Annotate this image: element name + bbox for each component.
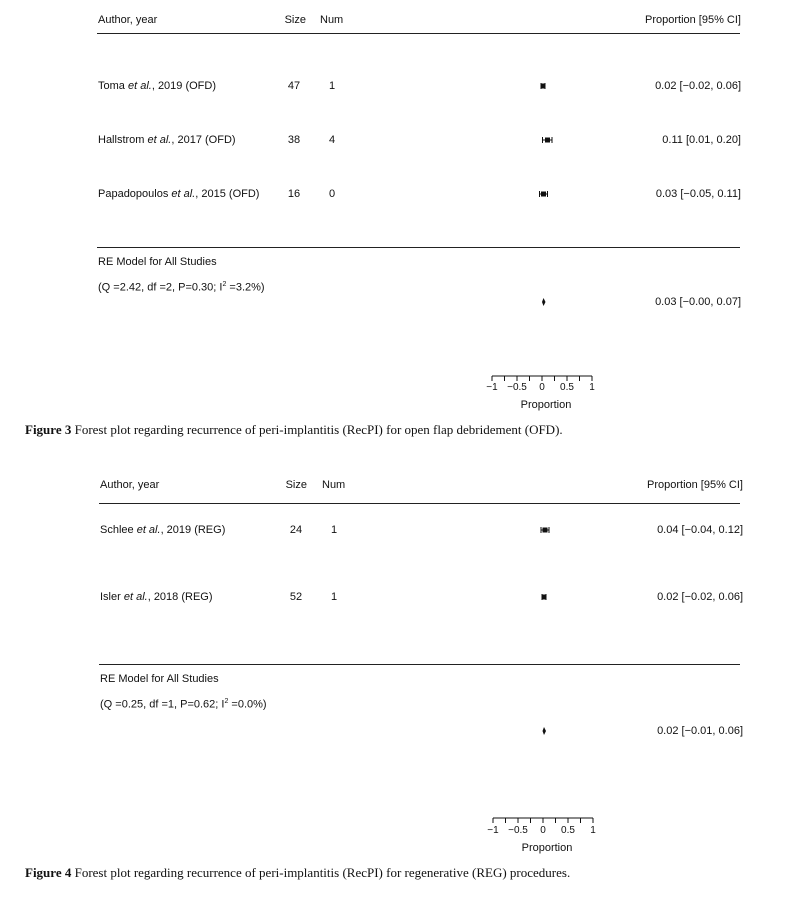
x-axis-label: Proportion: [520, 399, 572, 411]
header-size: Size: [284, 14, 306, 26]
study-ci-text: 0.02 [−0.02, 0.06]: [657, 591, 743, 603]
header-proportion: Proportion [95% CI]: [647, 479, 743, 491]
point-estimate: [545, 138, 550, 143]
x-axis-label: Proportion: [521, 842, 573, 854]
study-num: 0: [328, 188, 336, 200]
x-tick-label: 0: [540, 825, 546, 836]
study-author: Hallstrom et al., 2017 (OFD): [98, 134, 236, 146]
summary-label: RE Model for All Studies: [98, 256, 217, 268]
study-num: 1: [328, 80, 336, 92]
x-tick-label: −0.5: [508, 825, 528, 836]
study-num: 4: [328, 134, 336, 146]
study-num: 1: [330, 591, 338, 603]
study-size: 38: [287, 134, 301, 146]
study-ci-text: 0.04 [−0.04, 0.12]: [657, 524, 743, 536]
point-estimate: [542, 595, 547, 600]
header-proportion: Proportion [95% CI]: [645, 14, 741, 26]
x-tick-label: 1: [589, 382, 595, 393]
point-estimate: [541, 84, 546, 89]
forest-plot-graphics: [0, 0, 800, 440]
summary-label: RE Model for All Studies: [100, 673, 219, 685]
header-num: Num: [320, 14, 344, 26]
study-author: Papadopoulos et al., 2015 (OFD): [98, 188, 260, 200]
header-size: Size: [285, 479, 307, 491]
summary-diamond: [542, 298, 546, 306]
study-num: 1: [330, 524, 338, 536]
summary-ci-text: 0.03 [−0.00, 0.07]: [655, 296, 741, 308]
study-size: 16: [287, 188, 301, 200]
header-author: Author, year: [100, 479, 160, 491]
summary-diamond: [543, 727, 547, 735]
x-tick-label: −0.5: [507, 382, 527, 393]
x-tick-label: −1: [486, 382, 498, 393]
study-ci-text: 0.03 [−0.05, 0.11]: [655, 188, 741, 200]
x-tick-label: 1: [590, 825, 596, 836]
study-author: Schlee et al., 2019 (REG): [100, 524, 226, 536]
x-tick-label: 0.5: [561, 825, 575, 836]
study-ci-text: 0.02 [−0.02, 0.06]: [655, 80, 741, 92]
forest-plot-graphics: [0, 445, 800, 895]
study-size: 52: [289, 591, 303, 603]
study-ci-text: 0.11 [0.01, 0.20]: [662, 134, 741, 146]
x-tick-label: −1: [487, 825, 499, 836]
x-tick-label: 0: [539, 382, 545, 393]
point-estimate: [543, 528, 548, 533]
header-author: Author, year: [98, 14, 158, 26]
point-estimate: [541, 192, 546, 197]
forest-plot-figure-4: [0, 445, 800, 895]
summary-ci-text: 0.02 [−0.01, 0.06]: [657, 725, 743, 737]
figure-caption: Figure 3 Forest plot regarding recurrence of peri-implantitis (RecPI) for open flap debridement (OFD).: [25, 422, 563, 437]
figure-caption: Figure 4 Forest plot regarding recurrence of peri-implantitis (RecPI) for regenerative (REG) procedures.: [25, 865, 571, 880]
heterogeneity-stats: (Q =2.42, df =2, P=0.30; $I^2 =3.2\%$): [98, 281, 265, 294]
study-size: 24: [289, 524, 303, 536]
x-tick-label: 0.5: [560, 382, 574, 393]
heterogeneity-stats: (Q =0.25, df =1, P=0.62; $I^2 =0.0\%$): [100, 698, 267, 711]
study-size: 47: [287, 80, 301, 92]
study-author: Isler et al., 2018 (REG): [100, 591, 213, 603]
forest-plot-figure-3: [0, 0, 800, 440]
study-author: Toma et al., 2019 (OFD): [98, 80, 217, 92]
header-num: Num: [322, 479, 346, 491]
